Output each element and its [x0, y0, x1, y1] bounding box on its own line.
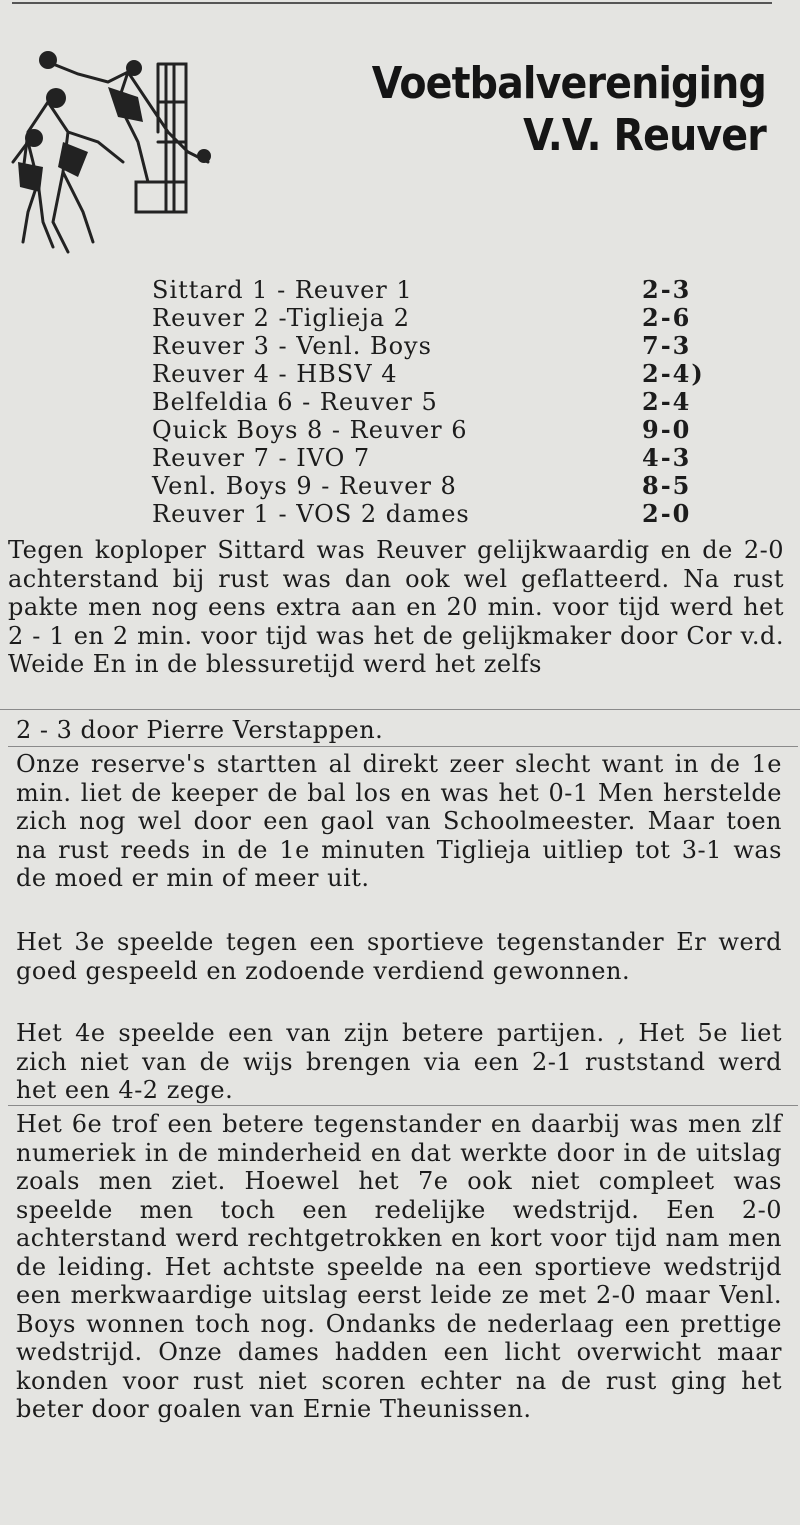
report-paragraph-reserves: Onze reserve's startten al direkt zeer slecht want in de 1e min. liet de keeper de bal los en was het 0-1 Men herstelde zich nog wel door een gaol van Schoolmeester. Maar toen na rust reeds in de 1e minuten Tiglieja uitliep tot 3-1 was de moed er min of meer uit. [16, 750, 782, 892]
result-row [152, 360, 712, 388]
clipping-cut-line [8, 746, 798, 747]
result-match: Quick Boys 8 - Reuver 6 [152, 416, 468, 444]
report-paragraph-third-team: Het 3e speelde tegen een sportieve tegenstander Er werd goed gespeeld en zodoende verdiend gewonnen. [16, 928, 782, 985]
report-paragraph-first-team: Tegen koploper Sittard was Reuver gelijkwaardig en de 2-0 achterstand bij rust was dan ook wel geflatteerd. Na rust pakte men nog eens extra aan en 20 min. voor tijd werd het 2 - 1 en 2 min. voor tijd was het de gelijkmaker door Cor v.d. Weide En in de blessuretijd werd het zelfs [8, 536, 784, 678]
result-match: Reuver 7 - IVO 7 [152, 444, 371, 472]
report-paragraph-fourth-fifth: Het 4e speelde een van zijn betere partijen. , Het 5e liet zich niet van de wijs brengen via een 2-1 ruststand werd het een 4-2 zege. [16, 1019, 782, 1104]
result-score: 9-0 [642, 415, 692, 444]
result-row [152, 444, 712, 472]
clipping-cut-line [8, 1105, 798, 1106]
result-score: 2-4) [642, 359, 705, 388]
result-score: 7-3 [642, 331, 692, 360]
result-row [152, 416, 712, 444]
result-score: 4-3 [642, 443, 692, 472]
result-score: 2-4 [642, 387, 692, 416]
result-match: Sittard 1 - Reuver 1 [152, 276, 413, 304]
result-match: Reuver 1 - VOS 2 dames [152, 500, 470, 528]
clipping-cut-line [0, 709, 800, 710]
result-score: 2-3 [642, 275, 692, 304]
result-score: 2-6 [642, 303, 692, 332]
result-row [152, 472, 712, 500]
result-match: Venl. Boys 9 - Reuver 8 [152, 472, 457, 500]
result-row [152, 332, 712, 360]
masthead-line1: Voetbalvereniging [371, 58, 766, 109]
masthead-line2: V.V. Reuver [523, 110, 766, 161]
result-match: Reuver 3 - Venl. Boys [152, 332, 432, 360]
results-table [152, 276, 712, 528]
result-row [152, 304, 712, 332]
result-row [152, 500, 712, 528]
result-match: Reuver 2 -Tiglieja 2 [152, 304, 410, 332]
result-match: Belfeldia 6 - Reuver 5 [152, 388, 438, 416]
masthead [372, 58, 766, 162]
result-score: 8-5 [642, 471, 692, 500]
report-paragraph-first-team-end: 2 - 3 door Pierre Verstappen. [16, 716, 384, 744]
result-row [152, 388, 712, 416]
result-row [152, 276, 712, 304]
result-match: Reuver 4 - HBSV 4 [152, 360, 398, 388]
result-score: 2-0 [642, 499, 692, 528]
football-players-illustration [8, 42, 226, 264]
top-rule [12, 2, 772, 4]
report-paragraph-other-teams: Het 6e trof een betere tegenstander en daarbij was men zlf numeriek in de minderheid en dat werkte door in de uitslag zoals men ziet. Hoewel het 7e ook niet compleet was speelde men toch een redelijke wedstrijd. Een 2-0 achterstand werd rechtgetrokken en kort voor tijd nam men de leiding. Het achtste speelde na een sportieve wedstrijd een merkwaardige uitslag eerst leide ze met 2-0 maar Venl. Boys wonnen toch nog. Ondanks de nederlaag een prettige wedstrijd. Onze dames hadden een licht overwicht maar konden voor rust niet scoren echter na de rust ging het beter door goalen van Ernie Theunissen. [16, 1110, 782, 1423]
